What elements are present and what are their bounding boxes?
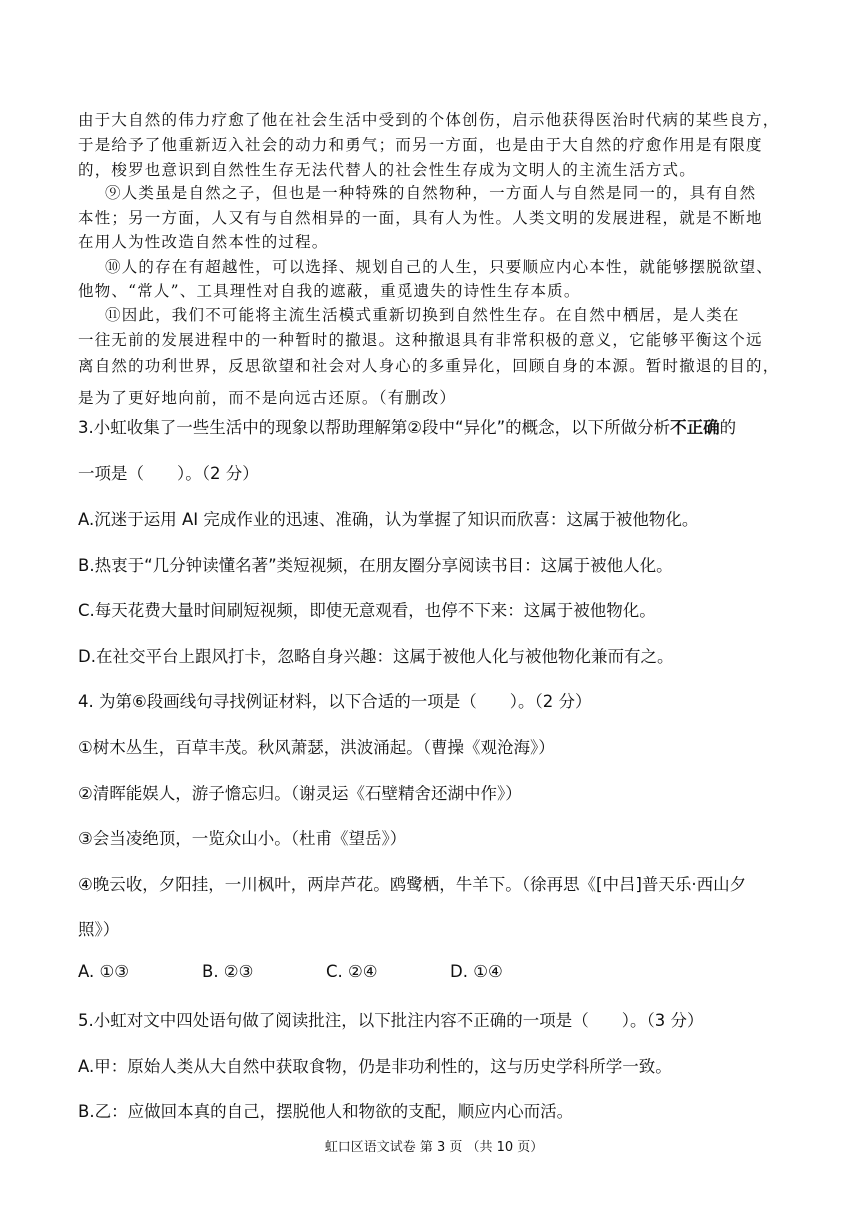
q3-option-c: C.每天花费大量时间刷短视频，即使无意观看，也停不下来：这属于被他物化。 (78, 601, 656, 620)
q3-stem-emphasis: 不正确 (670, 418, 720, 437)
q4-option-b: B. ②③ (202, 962, 254, 981)
passage-p8-line2: 于是给予了他重新迈入社会的动力和勇气；而另一方面，也是由于大自然的疗愈作用是有限度 (78, 136, 763, 154)
passage-p10-line1: ⑩人的存在有超越性，可以选择、规划自己的人生，只要顺应内心本性，就能够摆脱欲望、 (105, 258, 774, 276)
passage-p11-line4-text: 是为了更好地向前，而不是向远古还原。 (78, 389, 379, 407)
q4-item-4: ④晚云收，夕阳挂，一川枫叶，两岸芦花。鸥鹭栖，牛羊下。（徐再思《[中吕]普天乐·西山夕 (78, 875, 747, 894)
q3-stem-text: 3.小虹收集了一些生活中的现象以帮助理解第②段中“异化”的概念，以下所做分析 (78, 418, 671, 437)
page-footer: 虹口区语文试卷 第 3 页 （共 10 页） (324, 1140, 544, 1155)
q4-stem: 4. 为第⑥段画线句寻找例证材料，以下合适的一项是（ ）。（2 分） (78, 692, 592, 711)
passage-p11-line4 (78, 385, 457, 408)
q4-item-4-cont: 照》） (78, 920, 120, 939)
passage-p8-line1: 由于大自然的伟力疗愈了他在社会生活中受到的个体创伤，启示他获得医治时代病的某些良方， (78, 111, 780, 129)
q4-item-2: ②清晖能娱人，游子憺忘归。（谢灵运《石壁精舍还湖中作》） (78, 784, 522, 803)
passage-p11-line1: ⑪因此，我们不可能将主流生活模式重新切换到自然性生存。在自然中栖居，是人类在 (105, 306, 740, 324)
q3-option-a: A.沉迷于运用 AI 完成作业的迅速、准确，认为掌握了知识而欣喜：这属于被他物化。 (78, 510, 699, 529)
passage-p9-line3: 在用人为性改造自然本性的过程。 (78, 233, 329, 251)
passage-p11-line2: 一往无前的发展进程中的一种暂时的撤退。这种撤退具有非常积极的意义，它能够平衡这个远 (78, 331, 763, 349)
q3-option-b: B.热衷于“几分钟读懂名著”类短视频，在朋友圈分享阅读书目：这属于被他人化。 (78, 556, 673, 575)
passage-p9-line1: ⑨人类虽是自然之子，但也是一种特殊的自然物种，一方面人与自然是同一的，具有自然 (105, 184, 757, 202)
q3-stem-line2: 一项是（ ）。（2 分） (78, 464, 259, 483)
q4-option-d: D. ①④ (450, 962, 503, 981)
passage-p11-line3: 离自然的功利世界，反思欲望和社会对人身心的多重异化，回顾自身的本源。暂时撤退的目的， (78, 357, 780, 375)
passage-note: （有删改） (378, 388, 457, 407)
q3-stem-tail: 的 (719, 418, 737, 437)
q4-option-a: A. ①③ (78, 962, 130, 981)
q4-item-1: ①树木丛生，百草丰茂。秋风萧瑟，洪波涌起。（曹操《观沧海》） (78, 738, 555, 757)
q4-options (78, 962, 574, 981)
q5-option-b: B.乙：应做回本真的自己，摆脱他人和物欲的支配，顺应内心而活。 (78, 1102, 574, 1121)
q3-stem (78, 414, 736, 438)
passage-p10-line2: 他物、“常人”、工具理性对自我的遮蔽，重觅遗失的诗性生存本质。 (78, 282, 581, 300)
q5-option-a: A.甲：原始人类从大自然中获取食物，仍是非功利性的，这与历史学科所学一致。 (78, 1057, 672, 1076)
q3-option-d: D.在社交平台上跟风打卡，忽略自身兴趣：这属于被他人化与被他物化兼而有之。 (78, 647, 674, 666)
passage-p8-line3: 的，梭罗也意识到自然性生存无法代替人的社会性生存成为文明人的主流生活方式。 (78, 161, 696, 179)
q4-item-3: ③会当凌绝顶，一览众山小。（杜甫《望岳》） (78, 829, 407, 848)
q5-stem: 5.小虹对文中四处语句做了阅读批注，以下批注内容不正确的一项是（ ）。（3 分） (78, 1011, 704, 1030)
q4-option-c: C. ②④ (326, 962, 378, 981)
passage-p9-line2: 本性；另一方面，人又有与自然相异的一面，具有人为性。人类文明的发展进程，就是不断地 (78, 209, 763, 227)
